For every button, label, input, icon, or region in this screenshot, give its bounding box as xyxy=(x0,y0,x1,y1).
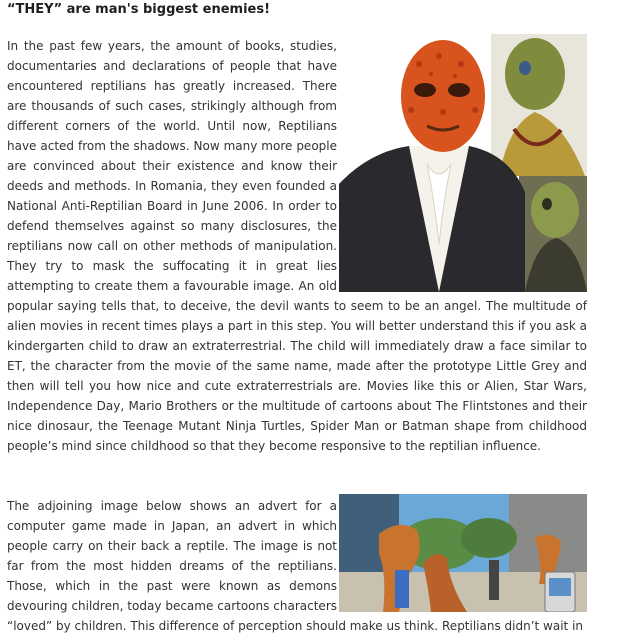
image-placeholder-2 xyxy=(339,496,587,616)
paragraph-advert-text: The adjoining image below shows an advert for a computer game made in Japan, an advert in which people carry on their back a reptile. The image is not far from the most hidden dreams of the reptilians. Those, which in the past were known as demons devouring children, today became cartoons characters “loved” by children. This difference of perception should make us think. Reptilians didn’t wait in xyxy=(7,499,584,633)
paragraph-intro xyxy=(7,36,587,456)
paragraph-intro-text: In the past few years, the amount of books, studies, documentaries and declarations of people that have encountered reptilians has greatly increased. There are thousands of such cases, strikingly although from different corners of the world. Until now, Reptilians have acted from the shadows. Now many more people are convinced about their existence and know their deeds and methods. In Romania, they even founded a National Anti-Reptilian Board in June 2006. In order to defend themselves against so many disclosures, the reptilians now call on other methods of manipulation. They try to mask the suffocating it in great lies attempting to create them a favourable image. An old popular saying tells that, to deceive, the devil wants to seem to be an angel. The multitude of alien movies in recent times plays a part in this step. You will better understand this if you ask a kindergarten child to draw an extraterrestrial. The child will immediately draw a face similar to ET, the character from the movie of the same name, made after the prototype Little Grey and then will tell you how nice and cute extraterrestrials are. Movies like this or Alien, Star Wars, Independence Day, Mario Brothers or the multitude of cartoons about The Flintstones and their nice dinosaur, the Teenage Mutant Ninja Turtles, Spider Man or Batman shape from childhood people’s mind since childhood so that they become responsive to the reptilian influence. xyxy=(7,39,587,453)
paragraph-advert xyxy=(7,496,587,636)
article-title: “THEY” are man's biggest enemies! xyxy=(7,2,271,17)
image-placeholder-1 xyxy=(339,36,587,292)
